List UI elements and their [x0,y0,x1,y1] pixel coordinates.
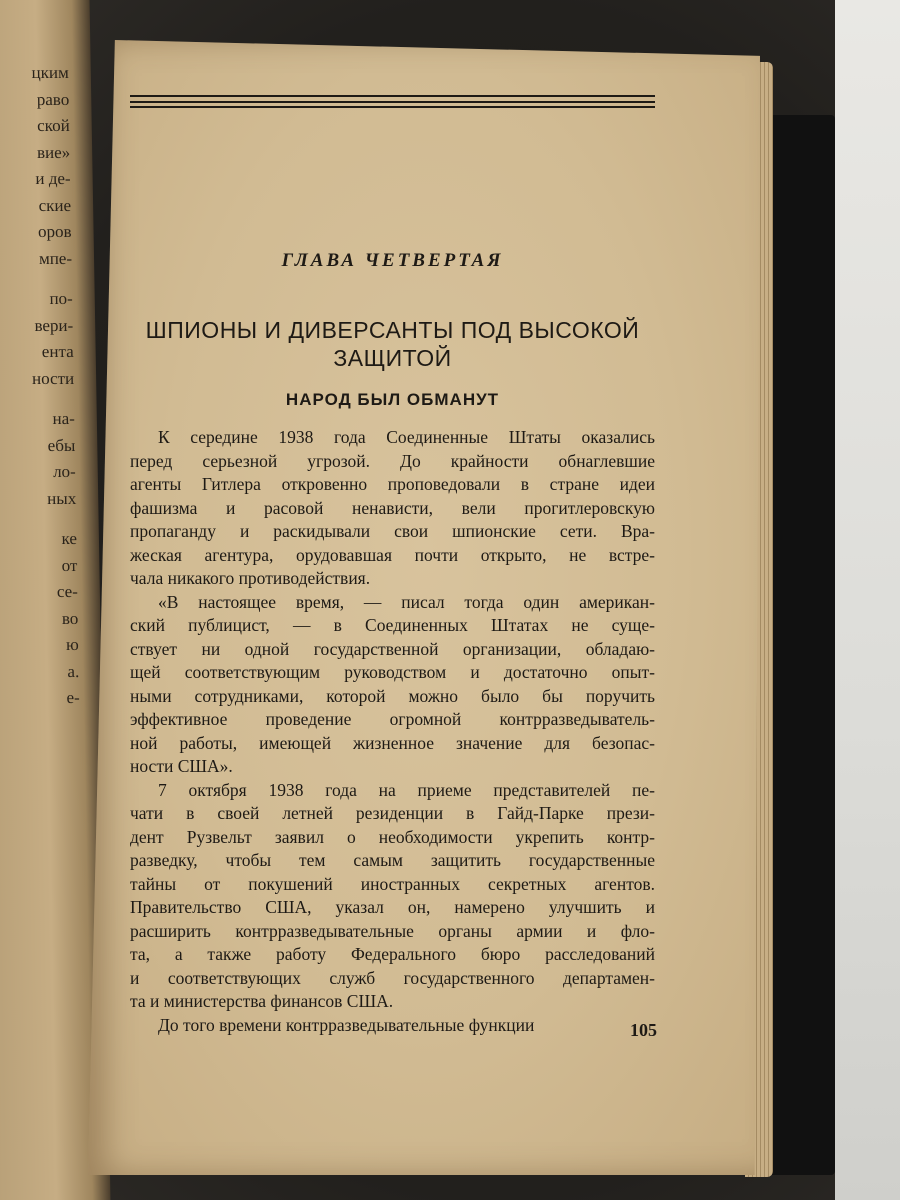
text-line: К середине 1938 года Соединенные Штаты оказались [158,427,655,447]
body-text [130,426,655,1037]
text-line: жеская агентура, орудовавшая почти открыто, не встре- [130,544,655,565]
text-line: тайны от покушений иностранных секретных агентов. [130,873,655,894]
text-line: та, а также работу Федерального бюро расследований [130,944,655,964]
chapter-title-line-1: ШПИОНЫ И ДИВЕРСАНТЫ ПОД ВЫСОКОЙ [145,317,640,343]
left-page-fragment: цким [31,63,69,82]
text-line: пропаганду и раскидывали свои шпионские сети. Вра- [130,521,655,541]
text-line: «В настоящее время, — писал тогда один американ- [158,591,655,612]
text-line: фашизма и расовой ненависти, вели прогитлеровскую [130,497,655,518]
left-page-fragment: вие» [36,142,71,162]
left-page-text [0,60,80,712]
text-line: ной работы, имеющей жизненное значение для безопас- [130,732,655,753]
text-line: До того времени контрразведывательные функции [158,1014,535,1035]
text-line: и соответствующих служб государственного департамен- [130,967,655,988]
left-page-fragment: оров [37,222,72,241]
section-subtitle: НАРОД БЫЛ ОБМАНУТ [285,390,500,409]
text-line: ствует ни одной государственной организации, обладаю- [130,638,655,659]
left-page-fragment: се- [56,582,79,601]
left-page-fragment: вери- [34,315,74,335]
text-line: расширить контрразведывательные органы армии и фло- [130,920,655,941]
left-page-fragment: ных [47,488,77,508]
text-line: щей соответствующим руководством и достаточно опыт- [130,662,655,682]
paragraph [130,426,655,591]
text-line: агенты Гитлера откровенно проповедовали в стране идеи [130,474,655,494]
left-page-fragment: ские [38,195,72,215]
chapter-label: ГЛАВА ЧЕТВЕРТАЯ [281,250,504,271]
left-page-fragment: ло- [52,462,76,481]
text-line: чала никакого противодействия. [130,568,371,588]
left-page-fragment: ке [61,529,78,548]
left-page-fragment: е- [66,688,80,707]
text-line: ными сотрудниками, которой можно было бы поручить [130,685,655,706]
text-line: ский публицист, — в Соединенных Штатах не суще- [130,615,655,635]
left-page-fragment: ебы [47,435,76,455]
paragraph [130,591,655,779]
left-page-fragment: по- [49,289,73,308]
left-page-fragment: ента [41,342,74,361]
text-line: перед серьезной угрозой. До крайности обнаглевшие [130,450,655,471]
left-page-fragment: раво [36,89,70,109]
text-line: эффективное проведение огромной контрразведыватель- [130,709,655,729]
left-page-fragment: а. [67,661,80,681]
text-line: 7 октября 1938 года на приеме представителей пе- [158,779,655,800]
left-page-fragment: во [61,608,79,628]
left-page-fragment: ности [31,368,75,388]
left-page-fragment: ской [37,116,70,135]
chapter-title [130,316,655,372]
left-page-fragment: от [61,555,78,575]
text-line: дент Рузвельт заявил о необходимости укрепить контр- [130,826,655,847]
left-page-fragment: на- [52,409,75,428]
left-page-fragment: мпе- [38,248,73,268]
header-thin-rule [130,106,655,108]
page-number: 105 [630,1020,657,1040]
left-page-fragment: и де- [35,169,71,188]
page-content [130,95,655,1037]
text-line: Правительство США, указал он, намерено улучшить и [130,897,655,917]
chapter-title-line-2: ЗАЩИТОЙ [333,345,452,371]
text-line: ности США». [130,756,233,776]
text-line: та и министерства финансов США. [130,991,394,1011]
left-page-fragment: ю [65,635,79,654]
paragraph [130,779,655,1014]
text-line: чати в своей летней резиденции в Гайд-Парке прези- [130,803,655,823]
text-line: разведку, чтобы тем самым защитить государственные [130,850,655,870]
paragraph [130,1014,655,1038]
header-double-rule [130,95,655,103]
